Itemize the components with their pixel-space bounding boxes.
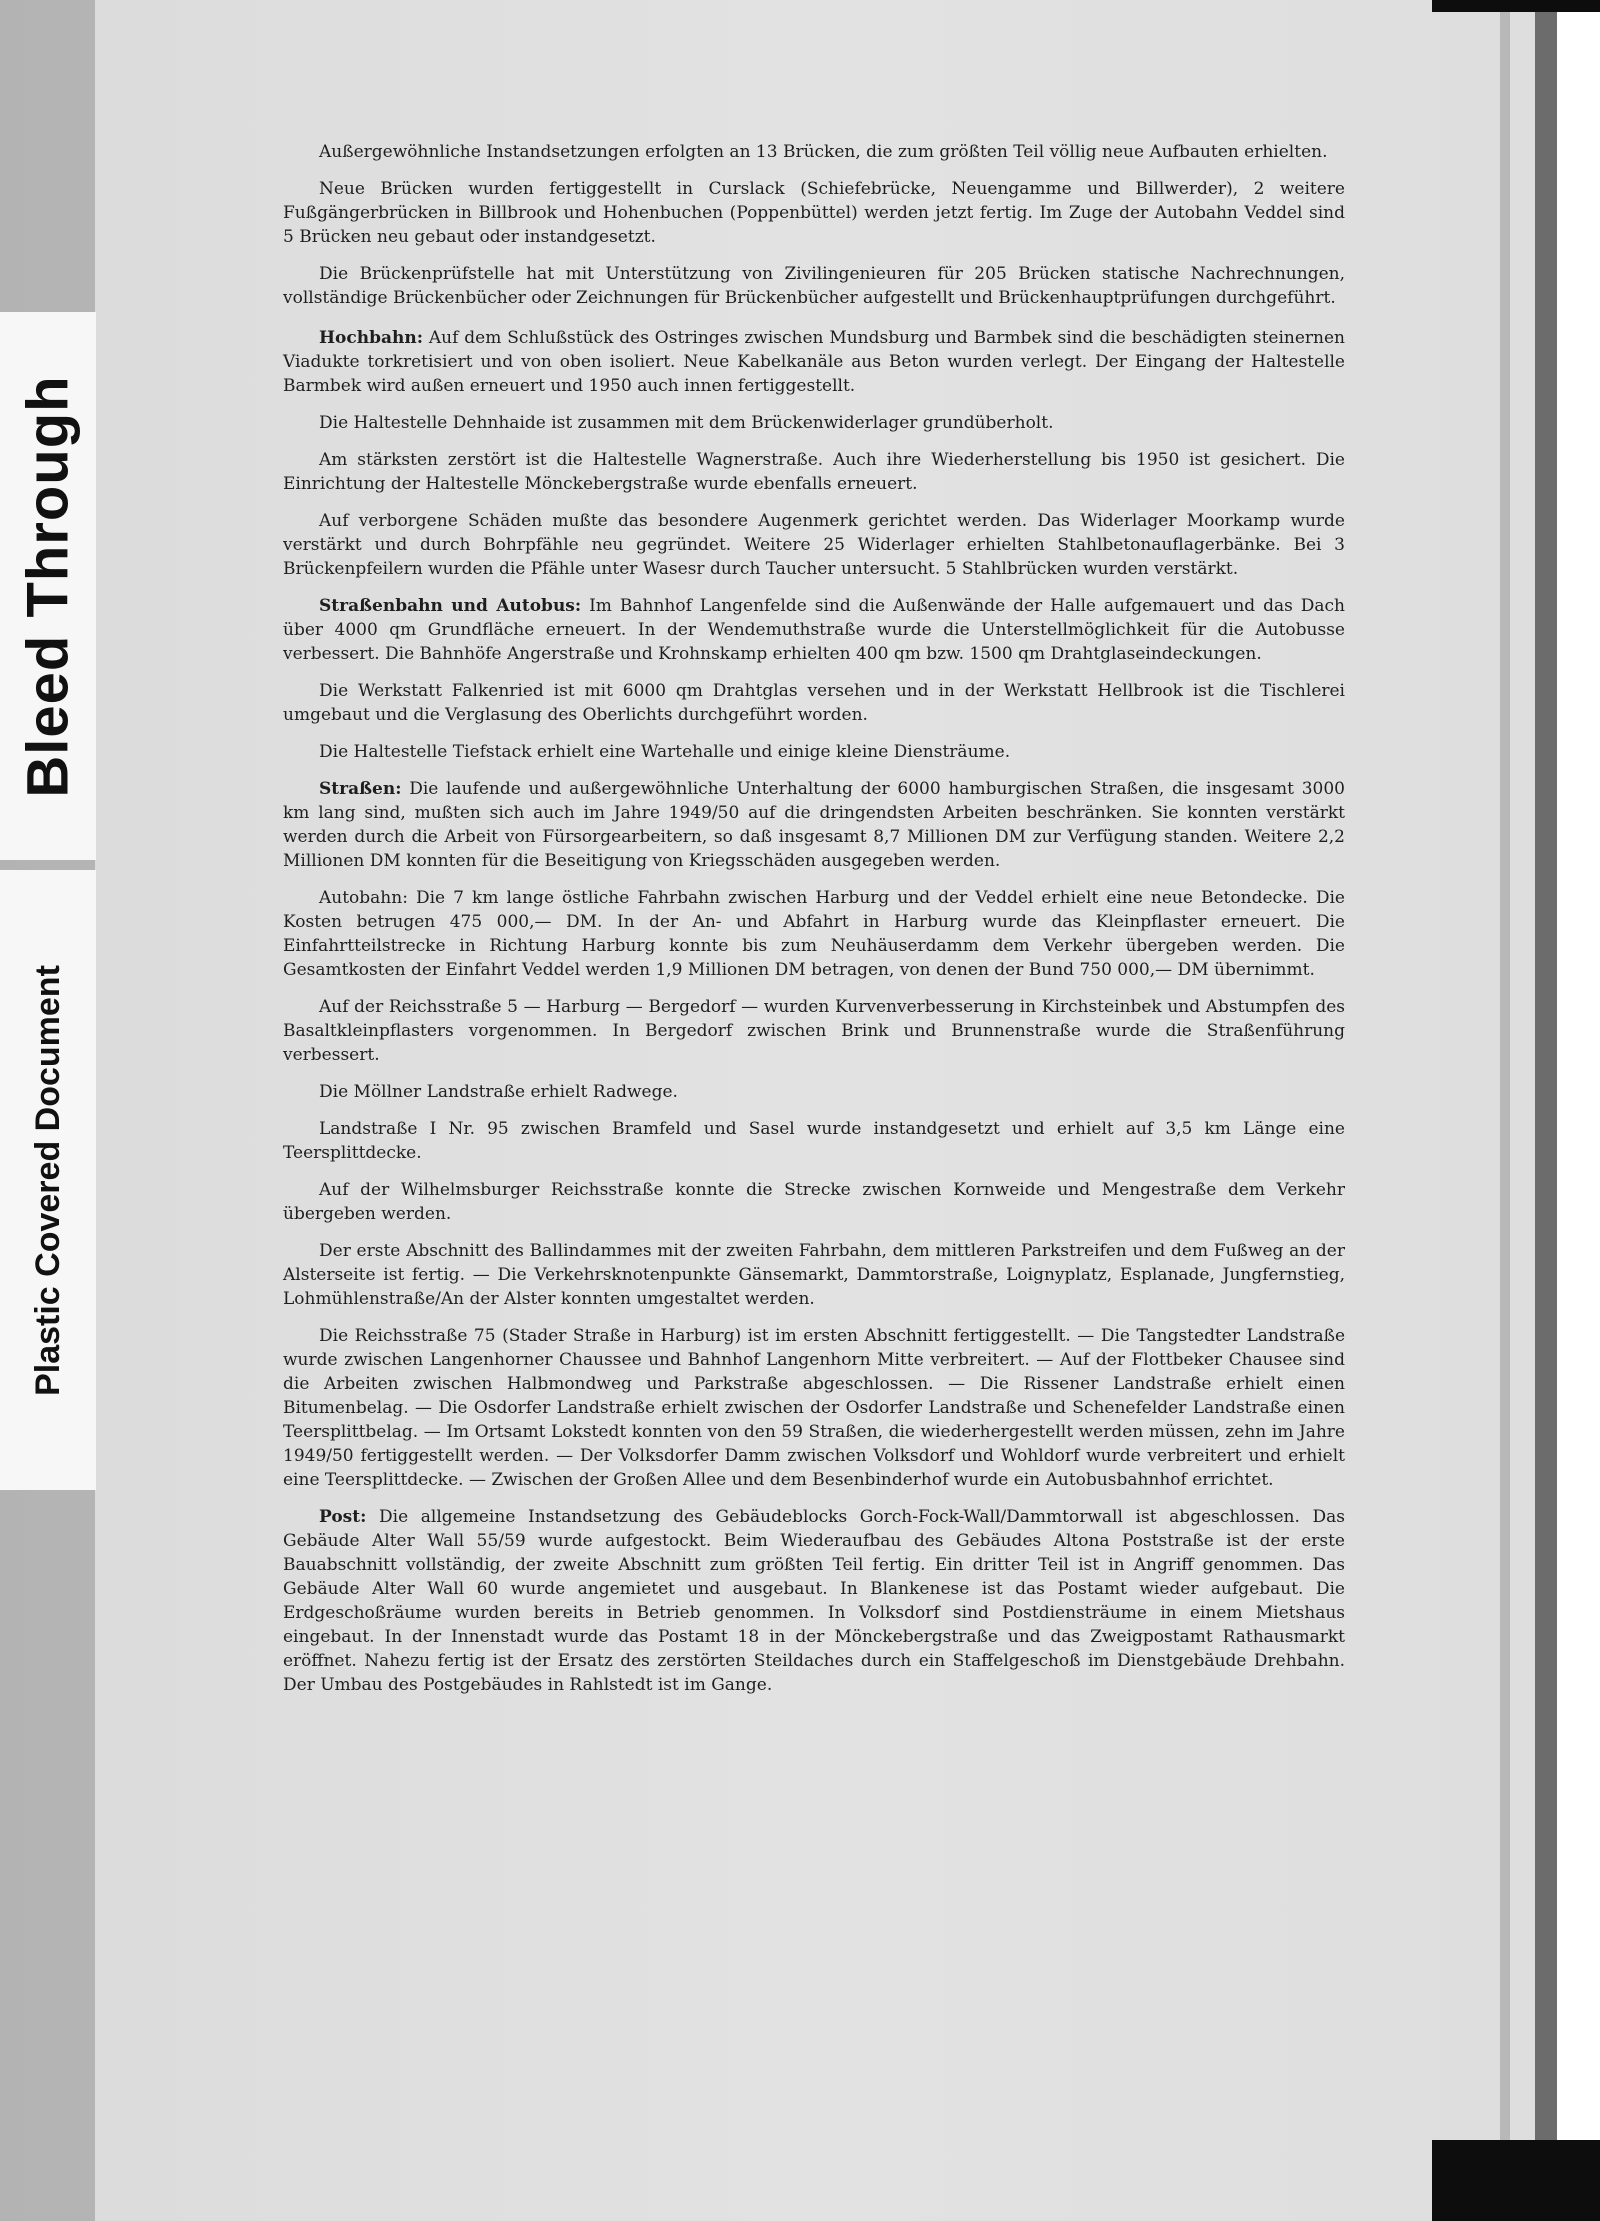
paragraph [283, 1239, 1345, 1311]
paragraph-text: Auf verborgene Schäden mußte das besondere Augenmerk gerichtet werden. Das Widerlager Moorkamp wurde verstärkt und durch Bohrpfähle neu gegründet. Weitere 25 Widerlager erhielten Stahlbetonauflagerbänke. Bei 3 Brückenpfeilern wurden die Pfähle unter Wasesr durch Taucher untersucht. 5 Stahlbrücken wurden verstärkt. [283, 511, 1345, 579]
paragraph-text: Auf der Wilhelmsburger Reichsstraße konnte die Strecke zwischen Kornweide und Mengestraße dem Verkehr übergeben werden. [283, 1180, 1345, 1224]
paragraph [283, 1117, 1345, 1165]
paragraph-text: Die Haltestelle Tiefstack erhielt eine Wartehalle und einige kleine Diensträume. [319, 742, 1011, 762]
top-right-corner-block [1432, 0, 1600, 12]
paragraph-text: Auf der Reichsstraße 5 — Harburg — Bergedorf — wurden Kurvenverbesserung in Kirchsteinbek und Abstumpfen des Basaltkleinpflasters vorgenommen. In Bergedorf zwischen Brink und Brunnenstraße wurde die Straßenführung verbessert. [283, 997, 1345, 1065]
paragraph [283, 1080, 1345, 1104]
plastic-covered-label [0, 870, 96, 1490]
paragraph-text: Die Möllner Landstraße erhielt Radwege. [319, 1082, 678, 1102]
paragraph-text: Der erste Abschnitt des Ballindammes mit der zweiten Fahrbahn, dem mittleren Parkstreifen und dem Fußweg an der Alsterseite ist fertig. — Die Verkehrsknotenpunkte Gänsemarkt, Dammtorstraße, Loignyplatz, Esplanade, Jungfernstieg, Lohmühlenstraße/An der Alster konnten umgestaltet werden. [283, 1241, 1345, 1309]
document-body [283, 140, 1345, 1710]
scanner-right-margin [1535, 0, 1600, 2221]
paragraph-text: Die Werkstatt Falkenried ist mit 6000 qm Drahtglas versehen und in der Werkstatt Hellbrook ist die Tischlerei umgebaut und die Verglasung des Oberlichts durchgeführt worden. [283, 681, 1345, 725]
bleed-through-text: Bleed Through [15, 374, 81, 798]
paragraph-text: Auf dem Schlußstück des Ostringes zwischen Mundsburg und Barmbek sind die beschädigten steinernen Viadukte torkretisiert und von oben isoliert. Neue Kabelkanäle aus Beton wurden verlegt. Der Eingang der Haltestelle Barmbek wird außen erneuert und 1950 auch innen fertiggestellt. [283, 328, 1345, 396]
paragraph [283, 1178, 1345, 1226]
paragraph-post [283, 1505, 1345, 1697]
paragraph-text: Die Reichsstraße 75 (Stader Straße in Harburg) ist im ersten Abschnitt fertiggestellt. — Die Tangstedter Landstraße wurde zwischen Langenhorner Chaussee und Bahnhof Langenhorn Mitte verbreitert. — Auf der Flottbeker Chausee sind die Arbeiten zwischen Halbmondweg und Parkstraße abgeschlossen. — Die Rissener Landstraße erhielt einen Bitumenbelag. — Die Osdorfer Landstraße erhielt zwischen der Osdorfer Landstraße und Schenefelder Landstraße einen Teersplittbelag. — Im Ortsamt Lokstedt konnten von den 59 Straßen, die wiederhergestellt werden müssen, zehn im Jahre 1949/50 fertiggestellt werden. — Der Volksdorfer Damm zwischen Volksdorf und Wohldorf wurde verbreitert und erhielt eine Teersplittdecke. — Zwischen der Großen Allee und dem Besenbinderhof wurde ein Autobusbahnhof errichtet. [283, 1326, 1345, 1490]
paragraph [283, 411, 1345, 435]
paragraph [283, 509, 1345, 581]
section-heading: Post: [319, 1507, 367, 1527]
paragraph [283, 262, 1345, 310]
paragraph-text: Die laufende und außergewöhnliche Unterhaltung der 6000 hamburgischen Straßen, die insgesamt 3000 km lang sind, mußten sich auch im Jahre 1949/50 auf die dringendsten Arbeiten beschränken. Sie konnten verstärkt werden durch die Arbeit von Fürsorgearbeitern, so daß insgesamt 8,7 Millionen DM zur Verfügung standen. Weitere 2,2 Millionen DM konnten für die Beseitigung von Kriegsschäden ausgegeben werden. [283, 779, 1345, 871]
paragraph-text: Landstraße I Nr. 95 zwischen Bramfeld und Sasel wurde instandgesetzt und erhielt auf 3,5 km Länge eine Teersplittdecke. [283, 1119, 1345, 1163]
paragraph [283, 995, 1345, 1067]
bottom-right-corner-block [1432, 2140, 1600, 2221]
section-heading: Straßenbahn und Autobus: [319, 596, 582, 616]
paragraph-hochbahn [283, 326, 1345, 398]
bleed-through-label [0, 312, 96, 860]
paragraph [283, 140, 1345, 164]
section-heading: Straßen: [319, 779, 402, 799]
paragraph-strassenbahn [283, 594, 1345, 666]
paragraph-text: Außergewöhnliche Instandsetzungen erfolgten an 13 Brücken, die zum größten Teil völlig neue Aufbauten erhielten. [319, 142, 1328, 162]
paragraph-text: Am stärksten zerstört ist die Haltestelle Wagnerstraße. Auch ihre Wiederherstellung bis 1950 ist gesichert. Die Einrichtung der Haltestelle Mönckebergstraße wurde ebenfalls erneuert. [283, 450, 1345, 494]
paragraph-text: Autobahn: Die 7 km lange östliche Fahrbahn zwischen Harburg und der Veddel erhielt eine neue Betondecke. Die Kosten betrugen 475 000,— DM. In der An- und Abfahrt in Harburg wurde das Kleinpflaster erneuert. Die Einfahrtteilstrecke in Richtung Harburg konnte bis zum Neuhäuserdamm dem Verkehr übergeben werden. Die Gesamtkosten der Einfahrt Veddel werden 1,9 Millionen DM betragen, von denen der Bund 750 000,— DM übernimmt. [283, 888, 1345, 980]
paragraph [283, 740, 1345, 764]
paragraph-text: Im Bahnhof Langenfelde sind die Außenwände der Halle aufgemauert und das Dach über 4000 qm Grundfläche erneuert. In der Wendemuthstraße wurde die Unterstellmöglichkeit für die Autobusse verbessert. Die Bahnhöfe Angerstraße und Krohnskamp erhielten 400 qm bzw. 1500 qm Drahtglaseindeckungen. [283, 596, 1346, 664]
paragraph-text: Die allgemeine Instandsetzung des Gebäudeblocks Gorch-Fock-Wall/Dammtorwall ist abgeschlossen. Das Gebäude Alter Wall 55/59 wurde aufgestockt. Beim Wiederaufbau des Gebäudes Altona Poststraße ist der erste Bauabschnitt vollständig, der zweite Abschnitt zum größten Teil fertig. Ein dritter Teil ist in Angriff genommen. Das Gebäude Alter Wall 60 wurde angemietet und ausgebaut. In Blankenese ist das Postamt wieder aufgebaut. Die Erdgeschoßräume wurden bereits in Betrieb genommen. In Volksdorf sind Postdiensträume in einem Mietshaus eingebaut. In der Innenstadt wurde das Postamt 18 in der Mönckebergstraße und das Zweigpostamt Rathausmarkt eröffnet. Nahezu fertig ist der Ersatz des zerstörten Steildaches durch ein Staffelgeschoß im Dienstgebäude Drehbahn. Der Umbau des Postgebäudes in Rahlstedt ist im Gange. [283, 1507, 1345, 1695]
paragraph-text: Neue Brücken wurden fertiggestellt in Curslack (Schiefebrücke, Neuengamme und Billwerder), 2 weitere Fußgängerbrücken in Billbrook und Hohenbuchen (Poppenbüttel) werden jetzt fertig. Im Zuge der Autobahn Veddel sind 5 Brücken neu gebaut oder instandgesetzt. [283, 179, 1345, 247]
paragraph-text: Die Haltestelle Dehnhaide ist zusammen mit dem Brückenwiderlager grundüberholt. [319, 413, 1054, 433]
scanner-right-strip [1557, 0, 1600, 2221]
paragraph [283, 1324, 1345, 1492]
paragraph [283, 177, 1345, 249]
paragraph-text: Die Brückenprüfstelle hat mit Unterstützung von Zivilingenieuren für 205 Brücken statische Nachrechnungen, vollständige Brückenbücher oder Zeichnungen für Brückenbücher aufgestellt und Brückenhauptprüfungen durchgeführt. [283, 264, 1345, 308]
section-heading: Hochbahn: [319, 328, 424, 348]
page-edge-shadow [1500, 0, 1510, 2221]
paragraph [283, 448, 1345, 496]
paragraph-strassen [283, 777, 1345, 873]
paragraph [283, 679, 1345, 727]
plastic-covered-text: Plastic Covered Document [28, 964, 67, 1396]
paragraph [283, 886, 1345, 982]
